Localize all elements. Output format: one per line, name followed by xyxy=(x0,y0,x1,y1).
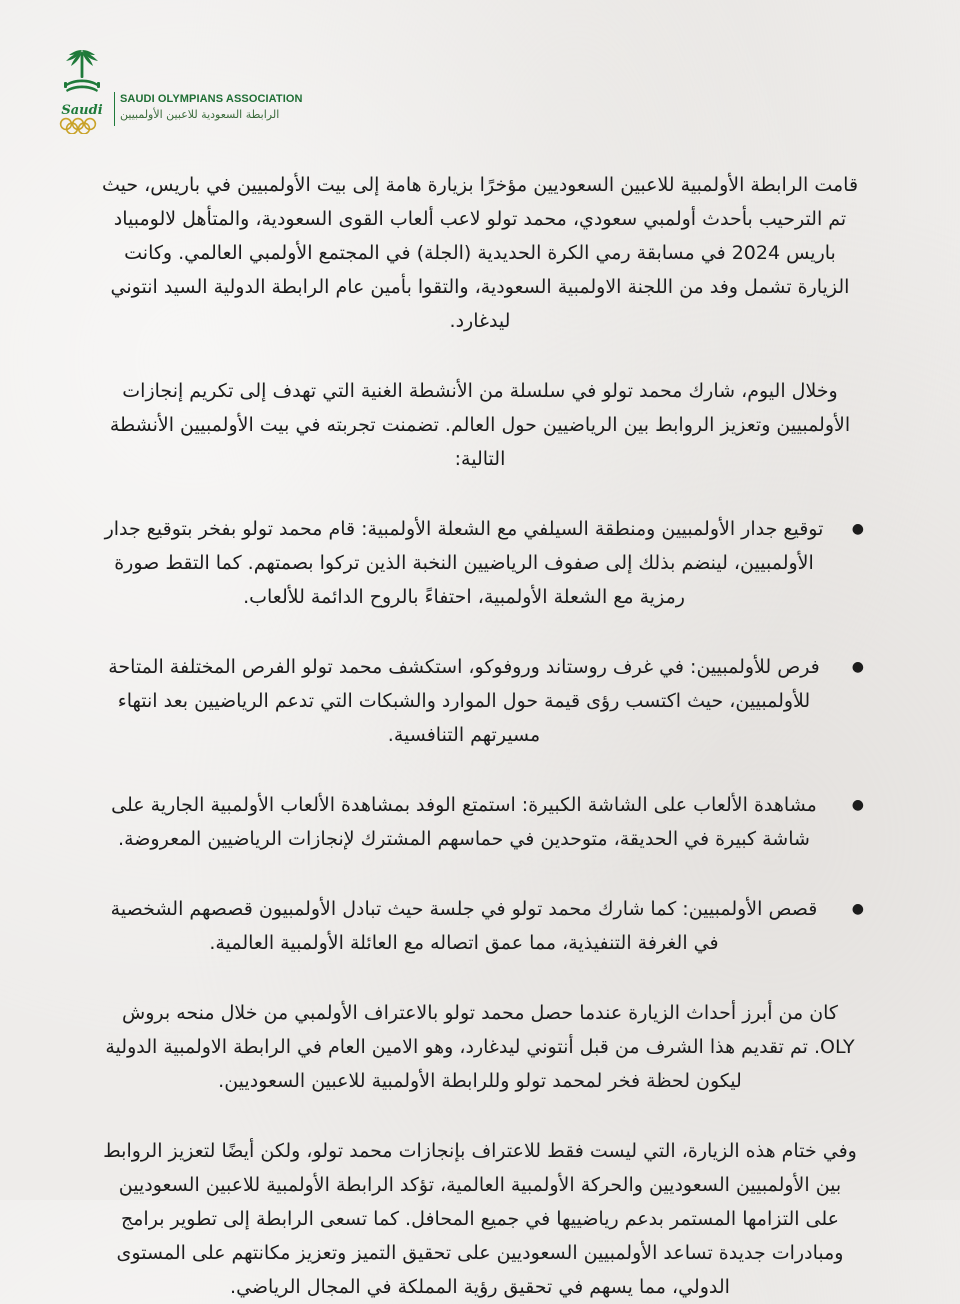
association-arabic-name: الرابطة السعودية للاعبين الأولمبيين xyxy=(120,108,280,121)
list-item xyxy=(100,788,864,856)
activities-list xyxy=(100,512,864,960)
activity-text: توقيع جدار الأولمبيين ومنطقة السيلفي مع الشعلة الأولمبية: قام محمد تولو بفخر بتوقيع جدار الأولمبيين، لينضم بذلك إلى صفوف الرياضيين النخبة الذين تركوا بصمتهم. كما التقط صورة رمزية مع الشعلة الأولمبية، احتفاءً بالروح الدائمة للألعاب. xyxy=(104,518,824,608)
saudi-wordmark-text: Saudi xyxy=(61,103,103,118)
bullet-icon: ● xyxy=(851,521,864,537)
list-item xyxy=(100,892,864,960)
olympic-rings-icon xyxy=(61,119,96,134)
bullet-icon: ● xyxy=(851,659,864,675)
activity-text: فرص للأولمبيين: في غرف روستاند وروفوكو، استكشف محمد تولو الفرص المختلفة المتاحة للأولمبيين، حيث اكتسب رؤى قيمة حول الموارد والشبكات التي تدعم الرياضيين بعد انتهاء مسيرتهم التنافسية. xyxy=(108,656,820,746)
association-logo xyxy=(52,44,302,134)
bullet-icon: ● xyxy=(851,797,864,813)
list-item xyxy=(100,650,864,752)
activity-text: مشاهدة الألعاب على الشاشة الكبيرة: استمتع الوفد بمشاهدة الألعاب الأولمبية الجارية على شاشة كبيرة في الحديقة، متوحدين في حماسهم المشترك لإنجازات الرياضيين المعروضة. xyxy=(111,794,817,850)
highlight-paragraph: كان من أبرز أحداث الزيارة عندما حصل محمد تولو بالاعتراف الأولمبي من خلال منحه بروش OLY. تم تقديم هذا الشرف من قبل أنتوني ليدغارد، وهو الامين العام في الرابطة الاولمبية الدولية ليكون لحظة فخر لمحمد تولو وللرابطة الأولمبية للاعبين السعوديين. xyxy=(105,1002,855,1092)
intro-paragraph: قامت الرابطة الأولمبية للاعبين السعوديين مؤخرًا بزيارة هامة إلى بيت الأولمبيين في باريس، حيث تم الترحيب بأحدث أولمبي سعودي، محمد تولو لاعب ألعاب القوى السعودية، والمتأهل لالومبياد باريس 2024 في مسابقة رمي الكرة الحديدية (الجلة) في المجتمع الأولمبي العالمي. وكانت الزيارة تشمل وفد من اللجنة الاولمبية السعودية، والتقوا بأمين عام الرابطة الدولية السيد انتوني ليدغارد. xyxy=(101,174,859,332)
activities-intro-paragraph: وخلال اليوم، شارك محمد تولو في سلسلة من الأنشطة الغنية التي تهدف إلى تكريم إنجازات الأولمبيين وتعزيز الروابط بين الرياضيين حول العالم. تضمنت تجربته في بيت الأولمبيين الأنشطة التالية: xyxy=(109,380,851,470)
association-english-name: SAUDI OLYMPIANS ASSOCIATION xyxy=(120,93,303,105)
activity-text: قصص الأولمبيين: كما شارك محمد تولو في جلسة حيث تبادل الأولمبيون قصصهم الشخصية في الغرفة التنفيذية، مما عمق اتصاله مع العائلة الأولمبية العالمية. xyxy=(110,898,818,954)
list-item xyxy=(100,512,864,614)
article-body xyxy=(100,168,864,1304)
bullet-icon: ● xyxy=(851,901,864,917)
saudi-wordmark xyxy=(52,102,112,134)
logo-divider xyxy=(114,92,115,126)
conclusion-paragraph: وفي ختام هذه الزيارة، التي ليست فقط للاعتراف بإنجازات محمد تولو، ولكن أيضًا لتعزيز الروابط بين الأولمبيين السعوديين والحركة الأولمبية العالمية، تؤكد الرابطة الأولمبية للاعبين السعوديين على التزامها المستمر بدعم رياضييها في جميع المحافل. كما تسعى الرابطة إلى تطوير برامج ومبادرات جديدة تساعد الأولمبيين السعوديين على تحقيق التميز وتعزيز مكانتهم على المستوى الدولي، مما يسهم في تحقيق رؤية المملكة في المجال الرياضي. xyxy=(103,1140,857,1298)
